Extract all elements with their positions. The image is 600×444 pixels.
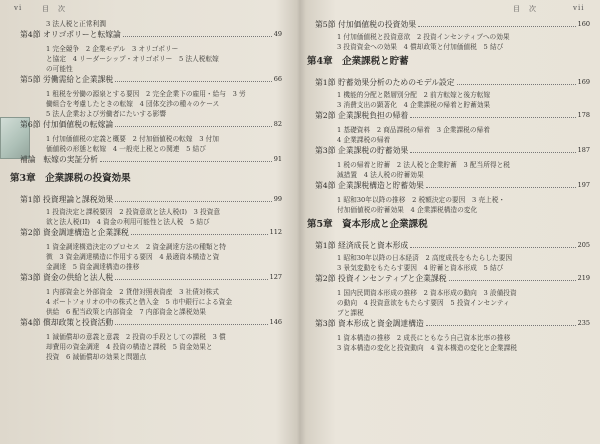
toc-section-entry xyxy=(20,30,282,39)
right-page xyxy=(303,0,600,444)
right-page-number: vii xyxy=(573,4,585,12)
toc-section-title: 第4節 企業課税構造と貯蓄効果 xyxy=(315,181,424,190)
toc-page-number: 112 xyxy=(269,228,282,236)
right-page-header: 目 次 xyxy=(513,5,537,13)
toc-section-entry xyxy=(20,273,282,282)
toc-subsection-line: と協定 4 リーダーシップ・オリゴポリー 5 法人税転嫁 xyxy=(46,55,219,63)
toc-leader-dots xyxy=(410,151,575,153)
toc-leader-dots xyxy=(131,233,268,235)
toc-subsection-line: 4 ポートフォリオの中の株式と借入金 5 市中銀行による資金 xyxy=(46,298,233,306)
toc-section-title: 第3節 企業課税の貯蓄効果 xyxy=(315,146,409,155)
toc-subsection-line: 1 内部資金と外部資金 2 貸借対照表資産 3 社債対株式 xyxy=(46,288,219,296)
toc-section-entry xyxy=(315,241,590,250)
toc-page-number: 235 xyxy=(577,319,590,327)
toc-leader-dots xyxy=(410,246,575,248)
toc-subsection-line: 供給 6 配当政策と内部資金 7 内部資金と課税効果 xyxy=(46,308,206,316)
toc-section-entry xyxy=(315,146,590,155)
toc-subsection-line: 1 付加価値税と投資意欲 2 投資インセンティブへの効果 xyxy=(337,33,510,41)
toc-section-entry xyxy=(20,75,282,84)
toc-subsection-line: 1 国内民間資本形成の推移 2 資本形成の動向 3 設備投資 xyxy=(337,289,517,297)
toc-leader-dots xyxy=(410,116,575,118)
toc-section-title: 第1節 貯蓄効果分析のためのモデル設定 xyxy=(315,78,455,87)
toc-leader-dots xyxy=(115,200,272,202)
toc-leader-dots xyxy=(115,278,267,280)
toc-subsection-line: 1 資金調達構造決定のプロセス 2 資金調達方法の種類と特 xyxy=(46,243,226,251)
toc-section-title: 第1節 投資理論と課税効果 xyxy=(20,195,114,204)
left-page-number: vi xyxy=(14,4,23,12)
toc-page-number: 160 xyxy=(577,20,590,28)
toc-leader-dots xyxy=(123,35,272,37)
toc-page-number: 127 xyxy=(269,273,282,281)
toc-subsection-line: 3 法人税と正常利潤 xyxy=(46,20,106,28)
toc-section-entry xyxy=(315,78,590,87)
toc-subsection-line: 却費用の資金調達 4 投資の構造と課税 5 資金効果と xyxy=(46,343,213,351)
toc-subsection-line: 3 消費支出の顕著化 4 企業課税の帰着と貯蓄効果 xyxy=(337,101,491,109)
toc-subsection-line: 1 昭和30年以降の日本経済 2 高度成長をもたらした要因 xyxy=(337,254,513,262)
toc-leader-dots xyxy=(418,25,576,27)
toc-section-entry xyxy=(20,120,282,129)
left-page-header: 目 次 xyxy=(42,5,66,13)
toc-subsection-line: 3 資本構造の変化と投資動向 4 資本構造の変化と企業課税 xyxy=(337,344,517,352)
toc-subsection-line: 1 昭和30年以降の推移 2 税額決定の要因 3 売上税・ xyxy=(337,196,506,204)
toc-section-entry xyxy=(20,318,282,327)
toc-leader-dots xyxy=(426,186,576,188)
toc-section-title: 第5節 付加価値税の投資効果 xyxy=(315,20,417,29)
toc-chapter-title: 第3章 企業課税の投資効果 xyxy=(10,173,131,184)
toc-section-entry xyxy=(20,195,282,204)
toc-subsection-line: 1 完全競争 2 企業モデル 3 オリゴポリー xyxy=(46,45,179,53)
toc-section-entry xyxy=(315,20,590,29)
toc-subsection-line: 1 基礎資料 2 商品課税の帰着 3 企業課税の帰着 xyxy=(337,126,490,134)
toc-page-number: 82 xyxy=(273,120,282,128)
toc-subsection-line: 1 投資決定と課税要因 2 投資意欲と法人税(I) 3 投資意 xyxy=(46,208,221,216)
toc-subsection-line: の可能性 xyxy=(46,65,73,73)
toc-page-number: 205 xyxy=(577,241,590,249)
toc-subsection-line: 4 企業課税の帰着 xyxy=(337,136,391,144)
toc-leader-dots xyxy=(115,323,267,325)
toc-subsection-line: 投資 6 減価償却の効果と問題点 xyxy=(46,353,147,361)
toc-subsection-line: 欲と法人税(II) 4 資金の利用可能性と法人税 5 結び xyxy=(46,218,210,226)
toc-subsection-line: 5 法人企業および労働者にたいする影響 xyxy=(46,110,167,118)
toc-page-number: 91 xyxy=(273,155,282,163)
toc-page-number: 66 xyxy=(273,75,282,83)
toc-chapter-title: 第4章 企業課税と貯蓄 xyxy=(307,56,409,67)
toc-leader-dots xyxy=(100,160,272,162)
toc-subsection-line: 1 税の帰着と貯蓄 2 法人税と企業貯蓄 3 配当所得と税 xyxy=(337,161,510,169)
toc-section-title: 第3節 資金の供給と法人税 xyxy=(20,273,114,282)
toc-section-title: 第2節 資金調達構造と企業課税 xyxy=(20,228,129,237)
toc-leader-dots xyxy=(449,279,576,281)
toc-subsection-line: の動向 4 投資意欲をもたらす要因 5 投資インセンティ xyxy=(337,299,510,307)
toc-section-title: 第1節 経済成長と資本形成 xyxy=(315,241,409,250)
toc-subsection-line: 徴 3 資金調達構造に作用する要因 4 最適資本構造と資 xyxy=(46,253,220,261)
toc-subsection-line: 減措置 4 法人税の貯蓄効果 xyxy=(337,171,424,179)
toc-page-number: 99 xyxy=(273,195,282,203)
toc-section-title: 第4節 償却政策と投資活動 xyxy=(20,318,114,327)
toc-subsection-line: 1 付加価値税の定義と概要 2 付加価値税の転嫁 3 付加 xyxy=(46,135,219,143)
toc-section-entry xyxy=(20,228,282,237)
toc-subsection-line: 3 景気変動をもたらす要因 4 貯蓄と資本形成 5 結び xyxy=(337,264,504,272)
toc-page-number: 49 xyxy=(273,30,282,38)
toc-page-number: 146 xyxy=(269,318,282,326)
toc-leader-dots xyxy=(457,83,576,85)
toc-section-title: 第3節 資本形成と資金調達構造 xyxy=(315,319,424,328)
toc-leader-dots xyxy=(426,324,576,326)
toc-subsection-line: 働組合を考慮したときの転嫁 4 団体交渉の種々のケース xyxy=(46,100,220,108)
toc-subsection-line: ブと課税 xyxy=(337,309,364,317)
toc-subsection-line: 3 投資資金への効果 4 償却政策と付加価値税 5 結び xyxy=(337,43,504,51)
toc-section-title: 第2節 企業課税負担の帰着 xyxy=(315,111,409,120)
toc-subsection-line: 1 機能的分配と階層別分配 2 前方転嫁と後方転嫁 xyxy=(337,91,491,99)
toc-section-entry xyxy=(315,274,590,283)
toc-page-number: 219 xyxy=(577,274,590,282)
toc-subsection-line: 1 減価償却の意義と意義 2 投資の手段としての課税 3 償 xyxy=(46,333,226,341)
toc-subsection-line: 金調達 5 資金調達構造の推移 xyxy=(46,263,140,271)
toc-subsection-line: 付加価値税の貯蓄効果 4 企業課税構造の変化 xyxy=(337,206,478,214)
toc-section-title: 補論 転嫁の実証分析 xyxy=(20,155,98,164)
toc-section-entry xyxy=(315,181,590,190)
toc-chapter-title: 第5章 資本形成と企業課税 xyxy=(307,219,428,230)
toc-subsection-line: 価値税の形態と転嫁 4 一般売上税との関連 5 結び xyxy=(46,145,206,153)
toc-subsection-line: 1 租税を労働の源泉とする要因 2 完全企業下の雇用・給与 3 労 xyxy=(46,90,246,98)
toc-section-title: 第4節 オリゴポリーと転嫁論 xyxy=(20,30,121,39)
toc-page-number: 178 xyxy=(577,111,590,119)
toc-section-title: 第5節 労働需給と企業課税 xyxy=(20,75,114,84)
toc-leader-dots xyxy=(115,125,272,127)
toc-leader-dots xyxy=(115,80,272,82)
toc-section-entry xyxy=(315,111,590,120)
toc-page-number: 197 xyxy=(577,181,590,189)
toc-section-title: 第2節 投資インセンティブと企業課税 xyxy=(315,274,447,283)
toc-section-title: 第6節 付加価値税の転嫁論 xyxy=(20,120,114,129)
toc-subsection-line: 1 資本構造の推移 2 成長にともなう自己資本比率の推移 xyxy=(337,334,511,342)
toc-section-entry xyxy=(315,319,590,328)
toc-page-number: 187 xyxy=(577,146,590,154)
toc-page-number: 169 xyxy=(577,78,590,86)
left-page xyxy=(0,0,296,444)
toc-section-entry xyxy=(20,155,282,164)
